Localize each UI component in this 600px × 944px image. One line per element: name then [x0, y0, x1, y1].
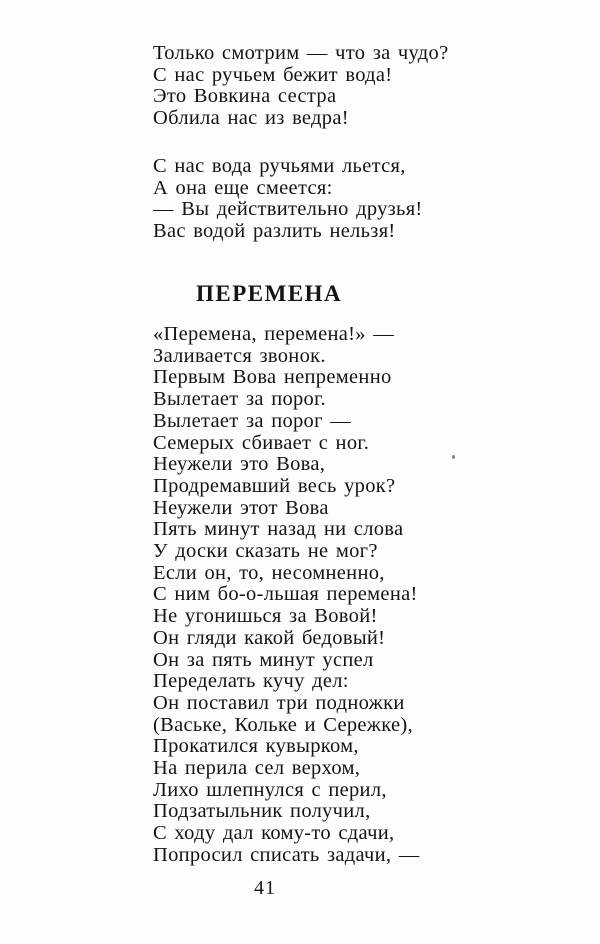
poem-line: С ходу дал кому-то сдачи, [153, 822, 395, 845]
poem-fragment-stanza-1 [153, 43, 448, 130]
poem-line: Лихо шлепнулся с перил, [153, 778, 387, 801]
poem-line: Только смотрим — что за чудо? [153, 42, 449, 64]
poem-line: Неужели этот Вова [153, 496, 329, 519]
poem-line: Вылетает за порог — [153, 409, 352, 432]
poem-fragment-stanza-2 [153, 156, 423, 243]
poem-line: А она еще смеется: [153, 176, 333, 199]
poem-line: Пять минут назад ни слова [153, 518, 404, 541]
page-number: 41 [254, 877, 276, 899]
poem-line: Не угонишься за Вовой! [153, 605, 378, 628]
poem-line: У доски сказать не мог? [153, 540, 378, 563]
poem-line: Это Вовкина сестра [153, 85, 337, 108]
poem-line: Он поставил три подножки [153, 691, 405, 714]
poem-line: (Ваське, Кольке и Сережке), [153, 713, 413, 736]
poem-line: Подзатыльник получил, [153, 800, 371, 823]
poem-line: Прокатился кувырком, [153, 735, 359, 758]
poem-line: Попросил списать задачи, — [153, 843, 420, 866]
poem-line: «Перемена, перемена!» — [153, 323, 395, 345]
poem-line: Облила нас из ведра! [153, 107, 349, 130]
poem-line: С ним бо-о-льшая перемена! [153, 583, 418, 606]
scan-artifact-speck [452, 455, 455, 459]
poem-line: Неужели это Вова, [153, 453, 326, 476]
poem-line: С нас ручьем бежит вода! [153, 63, 393, 86]
poem-line: Первым Вова непременно [153, 366, 392, 389]
poem-peremena-body [153, 324, 420, 867]
poem-line: Семерых сбивает с ног. [153, 431, 370, 454]
poem-title: ПЕРЕМЕНА [196, 281, 343, 306]
poem-line: С нас вода ручьями льется, [153, 155, 406, 177]
poem-line: Он гляди какой бедовый! [153, 626, 386, 649]
poem-line: Если он, то, несомненно, [153, 561, 385, 584]
poem-line: Переделать кучу дел: [153, 670, 349, 693]
poem-line: — Вы действительно друзья! [153, 198, 423, 221]
poem-line: Продремавший весь урок? [153, 474, 396, 497]
poem-line: На перила сел верхом, [153, 757, 361, 780]
poem-line: Вас водой разлить нельзя! [153, 220, 396, 243]
poem-line: Он за пять минут успел [153, 648, 374, 671]
poem-line: Заливается звонок. [153, 344, 326, 367]
poem-line: Вылетает за порог. [153, 388, 326, 411]
